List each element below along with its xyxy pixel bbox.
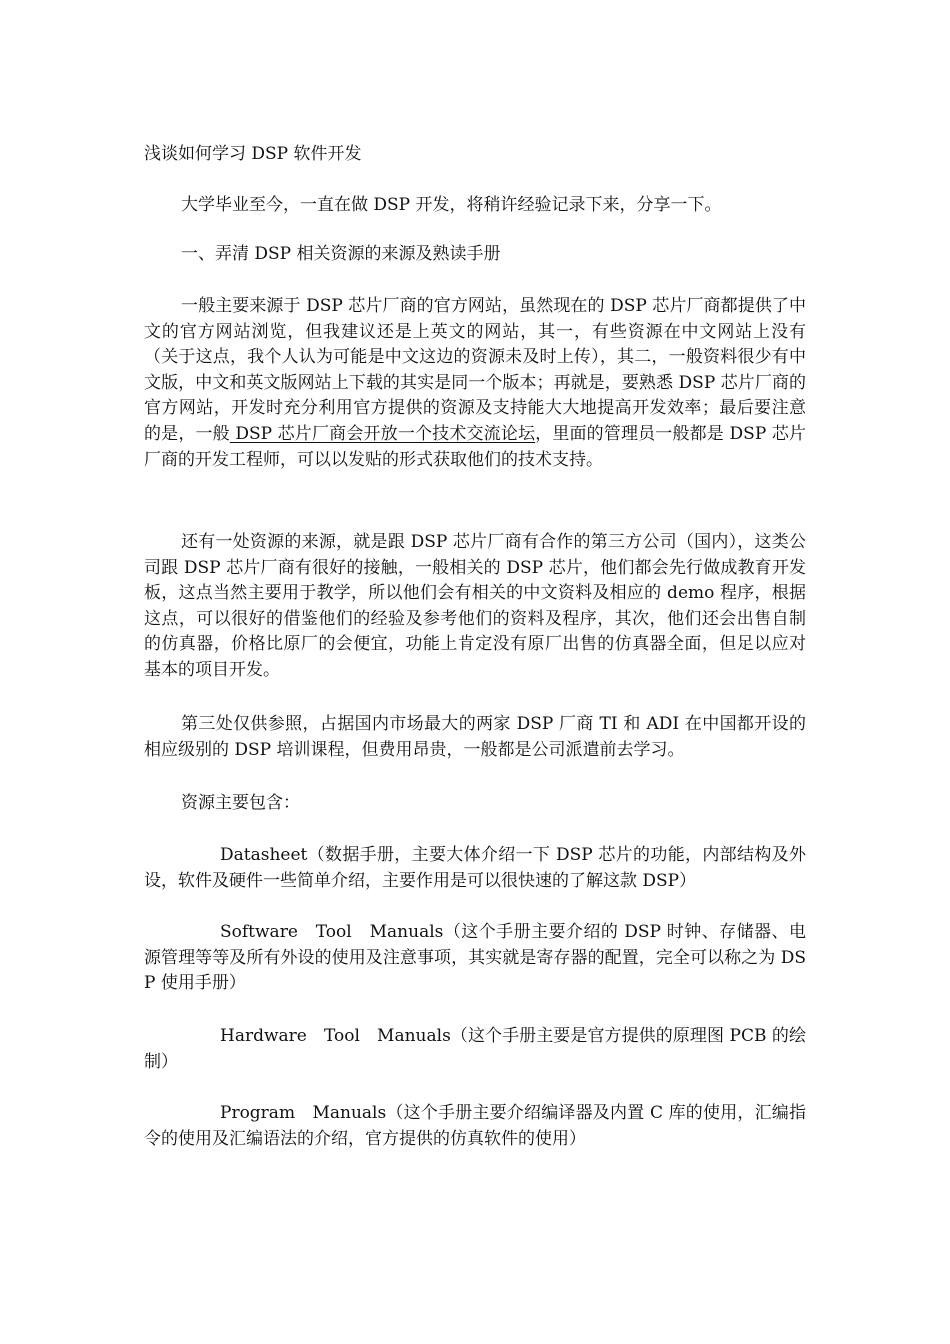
- resource-item-program-manuals: Program Manuals（这个手册主要介绍编译器及内置 C 库的使用，汇编指令的使用及汇编语法的介绍，官方提供的仿真软件的使用）: [144, 1103, 806, 1149]
- paragraph-third-party: 还有一处资源的来源，就是跟 DSP 芯片厂商有合作的第三方公司（国内），这类公司跟 DSP 芯片厂商有很好的接触，一般相关的 DSP 芯片，他们都会先行做成教育开发板，这点当然主要用于教学，所以他们会有相关的中文资料及相应的 demo 程序，根据这点，可以很好的借鉴他们的经验及参考他们的资料及程序，其次，他们还会出售自制的仿真器，价格比原厂的会便宜，功能上肯定没有原厂出售的仿真器全面，但足以应对基本的项目开发。: [144, 532, 806, 680]
- resource-item-hardware-manuals: Hardware Tool Manuals（这个手册主要是官方提供的原理图 PCB 的绘制）: [144, 1026, 806, 1072]
- section-heading: 一、弄清 DSP 相关资源的来源及熟读手册: [181, 244, 501, 264]
- intro-paragraph: 大学毕业至今，一直在做 DSP 开发，将稍许经验记录下来，分享一下。: [181, 195, 722, 215]
- forum-link[interactable]: DSP 芯片厂商会开放一个技术交流论坛: [229, 423, 536, 444]
- paragraph-training: 第三处仅供参照，占据国内市场最大的两家 DSP 厂商 TI 和 ADI 在中国都开设的相应级别的 DSP 培训课程，但费用昂贵，一般都是公司派遣前去学习。: [144, 714, 806, 760]
- paragraph-official-sites: [144, 294, 806, 473]
- resources-heading: 资源主要包含：: [181, 793, 300, 813]
- resource-item-datasheet: Datasheet（数据手册，主要大体介绍一下 DSP 芯片的功能，内部结构及外设，软件及硬件一些简单介绍，主要作用是可以很快速的了解这款 DSP）: [144, 845, 806, 891]
- resource-item-software-manuals: Software Tool Manuals（这个手册主要介绍的 DSP 时钟、存储器、电源管理等等及所有外设的使用及注意事项，其实就是寄存器的配置，完全可以称之为 DSP 使用手册）: [144, 922, 806, 994]
- document-title: 浅谈如何学习 DSP 软件开发: [144, 144, 362, 164]
- paragraph-text: 一般主要来源于 DSP 芯片厂商的官方网站，虽然现在的 DSP 芯片厂商都提供了中文的官方网站浏览，但我建议还是上英文的网站，其一，有些资源在中文网站上没有（关于这点，我个人认为可能是中文这边的资源未及时上传），其二，一般资料很少有中文版，中文和英文版网站上下载的其实是同一个版本；再就是，要熟悉 DSP 芯片厂商的官方网站，开发时充分利用官方提供的资源及支持能大大地提高开发效率；最后要注意的是，一般: [144, 296, 806, 444]
- paragraph-text: ，里面的管理员一般都是 DSP 芯片厂商的开发工程师，可以以发贴的形式获取他们的技术支持。: [144, 423, 806, 470]
